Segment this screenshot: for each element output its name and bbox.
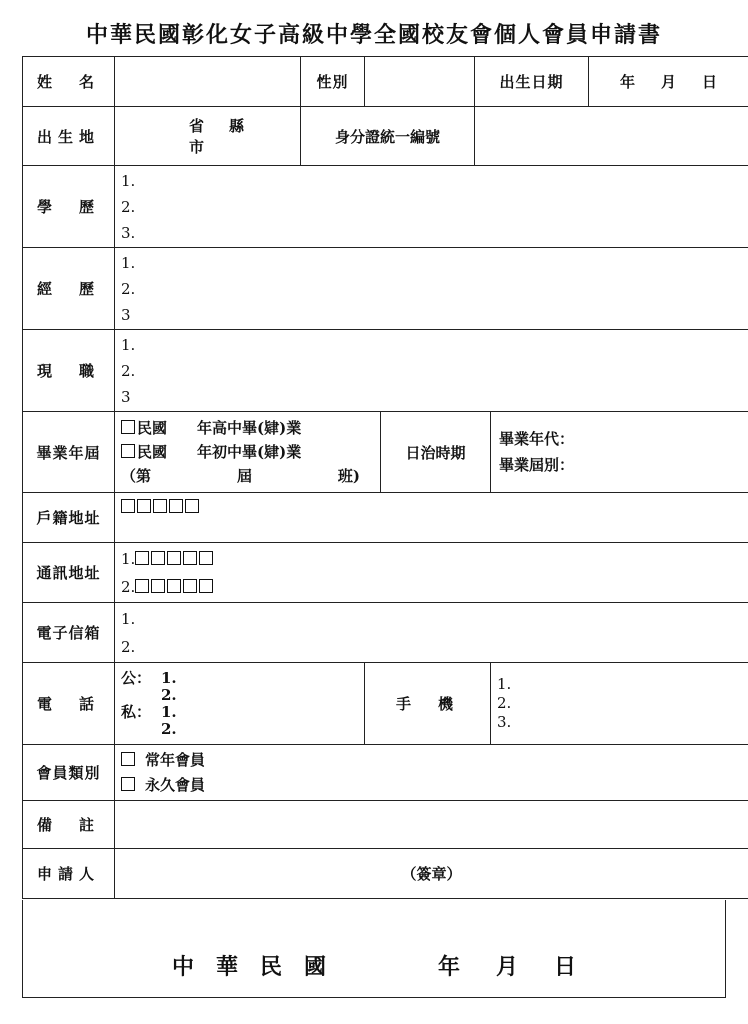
experience-line-2: 2.: [121, 279, 136, 298]
membership-label: 會員類別: [23, 745, 115, 801]
date-year-label: 年: [437, 954, 460, 980]
phone-label: 電 話: [23, 663, 115, 745]
row-birthplace: [23, 107, 748, 166]
household-address-field[interactable]: [115, 493, 748, 543]
current-job-line-2: 2.: [121, 361, 136, 380]
row-graduation: [23, 412, 748, 493]
row-applicant: [23, 849, 748, 899]
graduation-term-label: 畢業屆別：: [499, 456, 575, 474]
row-education: [23, 166, 748, 248]
birthdate-label: 出生日期: [475, 57, 589, 107]
row-mailing-address: [23, 543, 748, 603]
row-email: [23, 603, 748, 663]
mailing-line-2-number: 2.: [121, 577, 136, 596]
membership-field[interactable]: [115, 745, 748, 801]
row-current-job: [23, 330, 748, 412]
junior-high-text: 年初中畢(肄)業: [197, 443, 302, 461]
row-name: [23, 57, 748, 107]
office-line-1: 1.: [161, 668, 177, 687]
postal-code-boxes[interactable]: [121, 498, 201, 516]
private-line-1: 1.: [161, 702, 177, 721]
name-label: 姓 名: [23, 57, 115, 107]
id-number-label: 身分證統一編號: [301, 107, 475, 166]
email-line-1: 1.: [121, 609, 136, 628]
birth-day-label: 日: [702, 73, 718, 91]
experience-line-1: 1.: [121, 253, 136, 272]
mailing-postal-boxes-1[interactable]: [135, 550, 215, 568]
mobile-label: 手 機: [365, 663, 491, 745]
gender-label: 性別: [301, 57, 365, 107]
applicant-label: 申請人: [23, 849, 115, 899]
experience-line-3: 3: [121, 305, 131, 324]
regular-member-checkbox[interactable]: [121, 752, 135, 766]
class-term-label: 屆: [236, 467, 252, 485]
experience-label: 經 歷: [23, 248, 115, 330]
name-field[interactable]: [115, 57, 301, 107]
high-school-text: 年高中畢(肄)業: [197, 419, 302, 437]
signature-field[interactable]: [115, 849, 748, 899]
office-line-2: 2.: [161, 685, 177, 704]
education-field[interactable]: [115, 166, 748, 248]
graduation-field[interactable]: [115, 412, 381, 493]
email-field[interactable]: [115, 603, 748, 663]
county-label: 縣: [228, 117, 244, 135]
current-job-label: 現 職: [23, 330, 115, 412]
birthplace-label: 出生地: [23, 107, 115, 166]
education-label: 學 歷: [23, 166, 115, 248]
household-address-label: 戶籍地址: [23, 493, 115, 543]
id-number-field[interactable]: [475, 107, 748, 166]
graduation-year-label: 畢業年代：: [499, 430, 575, 448]
class-close-label: 班): [337, 467, 360, 485]
form-title: 中華民國彰化女子高級中學全國校友會個人會員申請書: [85, 22, 662, 48]
mailing-postal-boxes-2[interactable]: [135, 578, 215, 596]
private-line-2: 2.: [161, 719, 177, 738]
high-school-checkbox[interactable]: [121, 420, 135, 434]
mailing-line-1-number: 1.: [121, 549, 136, 568]
mailing-address-label: 通訊地址: [23, 543, 115, 603]
city-label: 市: [189, 138, 205, 156]
education-line-2: 2.: [121, 197, 136, 216]
email-line-2: 2.: [121, 637, 136, 656]
experience-field[interactable]: [115, 248, 748, 330]
private-label: 私：: [121, 702, 152, 721]
birth-month-label: 月: [661, 73, 677, 91]
education-line-1: 1.: [121, 171, 136, 190]
high-school-prefix: 民國: [137, 419, 168, 437]
date-era-label: 中 華 民 國: [171, 954, 326, 980]
junior-high-prefix: 民國: [137, 443, 168, 461]
gender-field[interactable]: [365, 57, 475, 107]
regular-member-label: 常年會員: [145, 750, 206, 769]
row-household-address: [23, 493, 748, 543]
current-job-line-3: 3: [121, 387, 131, 406]
class-open-label: （第: [121, 467, 152, 485]
province-label: 省: [189, 117, 205, 135]
date-day-label: 日: [554, 954, 577, 980]
application-date-box: [22, 900, 726, 998]
email-label: 電子信箱: [23, 603, 115, 663]
mobile-line-1: 1.: [497, 675, 512, 693]
permanent-member-label: 永久會員: [145, 775, 206, 794]
remarks-field[interactable]: [115, 801, 748, 849]
row-experience: [23, 248, 748, 330]
row-remarks: [23, 801, 748, 849]
education-line-3: 3.: [121, 223, 136, 242]
date-month-label: 月: [496, 954, 519, 980]
japan-era-field[interactable]: [491, 412, 748, 493]
mobile-field[interactable]: [491, 663, 748, 745]
row-phone: [23, 663, 748, 745]
mailing-address-field[interactable]: [115, 543, 748, 603]
graduation-label: 畢業年屆: [23, 412, 115, 493]
remarks-label: 備 註: [23, 801, 115, 849]
current-job-line-1: 1.: [121, 335, 136, 354]
birthplace-field[interactable]: [115, 107, 301, 166]
phone-field[interactable]: [115, 663, 365, 745]
mobile-line-3: 3.: [497, 713, 512, 731]
row-membership: [23, 745, 748, 801]
mobile-line-2: 2.: [497, 694, 512, 712]
signature-label: （簽章）: [401, 865, 462, 883]
application-form-table: [22, 56, 748, 899]
current-job-field[interactable]: [115, 330, 748, 412]
permanent-member-checkbox[interactable]: [121, 777, 135, 791]
office-label: 公：: [121, 668, 152, 687]
birthdate-field[interactable]: [589, 57, 748, 107]
birth-year-label: 年: [620, 73, 636, 91]
japan-era-label: 日治時期: [381, 412, 491, 493]
junior-high-checkbox[interactable]: [121, 444, 135, 458]
